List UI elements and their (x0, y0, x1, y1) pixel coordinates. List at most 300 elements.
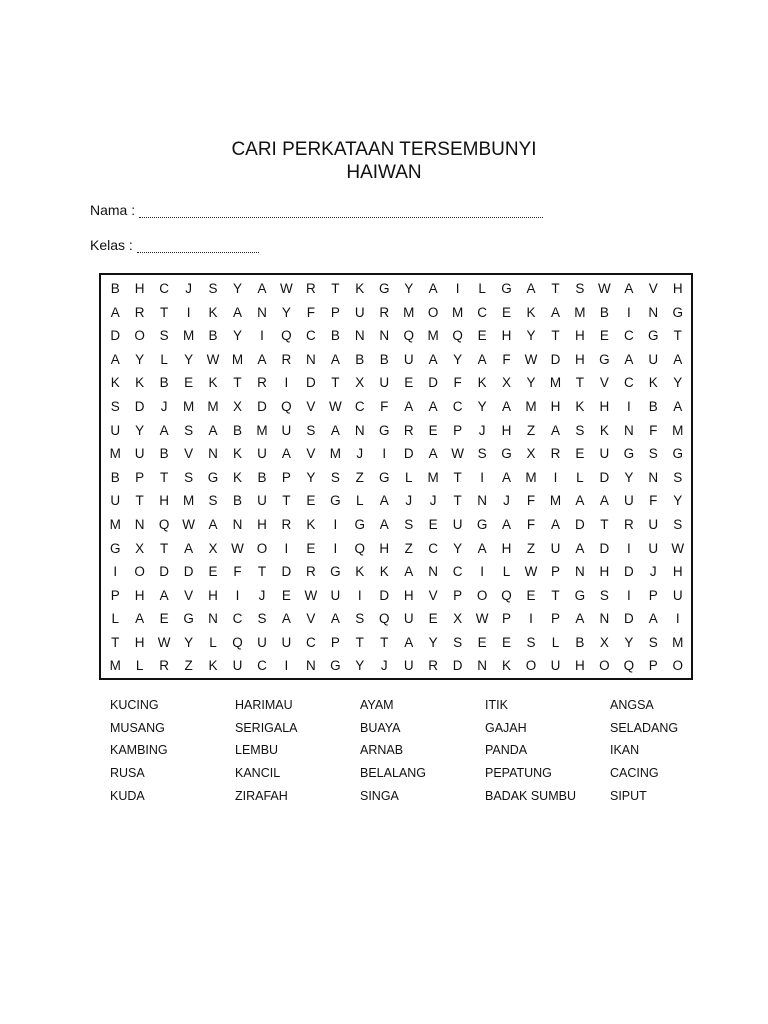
grid-letter[interactable]: H (599, 398, 610, 414)
grid-letter[interactable]: A (330, 351, 340, 367)
grid-letter[interactable]: W (451, 446, 465, 462)
grid-letter[interactable]: D (403, 446, 414, 462)
grid-letter[interactable]: N (354, 328, 365, 344)
grid-letter[interactable]: R (403, 422, 414, 438)
grid-letter[interactable]: A (159, 422, 169, 438)
grid-letter[interactable]: C (306, 634, 316, 650)
grid-letter[interactable]: I (382, 446, 387, 462)
grid-letter[interactable]: D (110, 328, 121, 344)
grid-letter[interactable]: I (626, 398, 631, 414)
grid-letter[interactable]: A (330, 611, 340, 627)
grid-letter[interactable]: W (598, 281, 611, 297)
grid-letter[interactable]: D (575, 516, 585, 532)
grid-letter[interactable]: J (478, 422, 486, 438)
grid-letter[interactable]: U (257, 493, 267, 509)
grid-letter[interactable]: A (428, 398, 438, 414)
grid-letter[interactable]: U (110, 493, 121, 509)
grid-letter[interactable]: H (672, 281, 683, 297)
grid-letter[interactable]: K (233, 469, 243, 485)
grid-letter[interactable]: E (184, 375, 194, 391)
grid-letter[interactable]: C (477, 304, 487, 320)
grid-letter[interactable]: M (574, 304, 586, 320)
grid-letter[interactable]: L (209, 634, 217, 650)
grid-letter[interactable]: Q (281, 398, 292, 414)
grid-letter[interactable]: Y (184, 634, 194, 650)
grid-letter[interactable]: A (208, 422, 218, 438)
grid-letter[interactable]: L (356, 493, 364, 509)
grid-letter[interactable]: D (599, 540, 610, 556)
grid-letter[interactable]: H (379, 540, 390, 556)
grid-letter[interactable]: A (110, 304, 120, 320)
grid-letter[interactable]: U (550, 658, 561, 674)
grid-letter[interactable]: A (575, 611, 585, 627)
grid-letter[interactable]: X (355, 375, 365, 391)
grid-letter[interactable]: A (159, 587, 169, 603)
grid-letter[interactable]: K (526, 304, 536, 320)
grid-letter[interactable]: I (455, 281, 460, 297)
grid-letter[interactable]: I (260, 328, 264, 344)
grid-letter[interactable]: V (184, 446, 194, 462)
grid-letter[interactable]: T (453, 493, 462, 509)
grid-letter[interactable]: G (672, 446, 684, 462)
grid-letter[interactable]: B (110, 281, 120, 297)
grid-letter[interactable]: G (183, 611, 194, 627)
grid-letter[interactable]: N (599, 611, 610, 627)
grid-letter[interactable]: V (306, 446, 316, 462)
grid-letter[interactable]: U (550, 540, 561, 556)
grid-letter[interactable]: T (331, 281, 340, 297)
grid-letter[interactable]: X (599, 634, 609, 650)
grid-letter[interactable]: J (258, 587, 266, 603)
grid-letter[interactable]: W (671, 540, 685, 556)
grid-letter[interactable]: D (428, 375, 439, 391)
grid-letter[interactable]: L (111, 611, 119, 627)
grid-letter[interactable]: F (502, 351, 511, 367)
grid-letter[interactable]: M (231, 351, 244, 367)
grid-letter[interactable]: J (160, 398, 168, 414)
grid-letter[interactable]: S (575, 422, 585, 438)
grid-letter[interactable]: A (550, 516, 560, 532)
grid-letter[interactable]: H (575, 351, 585, 367)
grid-letter[interactable]: G (379, 281, 390, 297)
grid-letter[interactable]: L (478, 281, 486, 297)
grid-letter[interactable]: G (599, 351, 610, 367)
grid-letter[interactable]: N (232, 516, 243, 532)
grid-letter[interactable]: I (626, 587, 631, 603)
grid-letter[interactable]: R (257, 375, 267, 391)
grid-letter[interactable]: S (575, 281, 585, 297)
grid-letter[interactable]: D (452, 658, 463, 674)
grid-letter[interactable]: A (110, 351, 120, 367)
grid-letter[interactable]: K (477, 375, 487, 391)
grid-letter[interactable]: U (403, 658, 414, 674)
grid-letter[interactable]: A (673, 398, 683, 414)
grid-letter[interactable]: V (599, 375, 609, 391)
grid-letter[interactable]: U (599, 446, 610, 462)
grid-letter[interactable]: R (428, 658, 439, 674)
grid-letter[interactable]: J (503, 493, 510, 509)
grid-letter[interactable]: I (113, 564, 118, 580)
grid-letter[interactable]: U (281, 422, 292, 438)
grid-letter[interactable]: P (648, 658, 658, 674)
grid-letter[interactable]: U (134, 446, 145, 462)
grid-letter[interactable]: B (599, 304, 609, 320)
grid-letter[interactable]: A (135, 611, 145, 627)
grid-letter[interactable]: H (575, 658, 585, 674)
grid-letter[interactable]: U (672, 587, 683, 603)
grid-letter[interactable]: S (330, 469, 340, 485)
grid-letter[interactable]: G (623, 446, 635, 462)
grid-letter[interactable]: G (672, 304, 684, 320)
grid-letter[interactable]: A (575, 493, 585, 509)
grid-letter[interactable]: A (404, 564, 414, 580)
grid-letter[interactable]: E (404, 375, 414, 391)
grid-letter[interactable]: M (109, 658, 121, 674)
grid-letter[interactable]: O (672, 658, 684, 674)
grid-letter[interactable]: E (599, 328, 609, 344)
grid-letter[interactable]: B (648, 398, 658, 414)
grid-letter[interactable]: A (404, 634, 414, 650)
grid-letter[interactable]: A (257, 281, 267, 297)
grid-letter[interactable]: I (333, 540, 338, 556)
grid-letter[interactable]: U (403, 611, 414, 627)
grid-letter[interactable]: A (624, 351, 634, 367)
grid-letter[interactable]: F (649, 422, 658, 438)
grid-letter[interactable]: O (599, 658, 610, 674)
grid-letter[interactable]: T (575, 375, 585, 391)
grid-letter[interactable]: G (379, 469, 390, 485)
grid-letter[interactable]: E (428, 516, 438, 532)
grid-letter[interactable]: W (157, 634, 171, 650)
grid-letter[interactable]: L (502, 564, 511, 580)
grid-letter[interactable]: P (330, 634, 340, 650)
grid-letter[interactable]: M (207, 398, 219, 414)
grid-letter[interactable]: P (648, 587, 658, 603)
grid-letter[interactable]: C (354, 398, 365, 414)
grid-letter[interactable]: N (575, 564, 585, 580)
grid-letter[interactable]: N (648, 469, 659, 485)
grid-letter[interactable]: S (306, 422, 316, 438)
grid-letter[interactable]: R (281, 516, 292, 532)
grid-letter[interactable]: Y (673, 493, 683, 509)
grid-letter[interactable]: Y (526, 375, 536, 391)
grid-letter[interactable]: U (257, 446, 267, 462)
grid-letter[interactable]: K (575, 398, 585, 414)
grid-letter[interactable]: C (257, 658, 267, 674)
grid-letter[interactable]: F (526, 516, 536, 532)
grid-letter[interactable]: A (526, 281, 536, 297)
grid-letter[interactable]: I (357, 587, 362, 603)
grid-letter[interactable]: A (575, 540, 585, 556)
grid-letter[interactable]: A (379, 516, 389, 532)
grid-letter[interactable]: M (427, 328, 439, 344)
grid-letter[interactable]: F (526, 493, 536, 509)
grid-letter[interactable]: K (208, 304, 218, 320)
grid-letter[interactable]: K (502, 658, 512, 674)
grid-letter[interactable]: Z (404, 540, 413, 556)
grid-letter[interactable]: Y (233, 328, 243, 344)
grid-letter[interactable]: T (257, 564, 267, 580)
grid-letter[interactable]: R (379, 304, 390, 320)
grid-letter[interactable]: H (550, 398, 561, 414)
grid-letter[interactable]: A (502, 398, 512, 414)
grid-letter[interactable]: A (330, 422, 340, 438)
grid-letter[interactable]: B (233, 422, 243, 438)
grid-letter[interactable]: E (526, 587, 536, 603)
grid-letter[interactable]: H (575, 328, 585, 344)
grid-letter[interactable]: T (673, 328, 682, 344)
grid-letter[interactable]: P (453, 587, 463, 603)
grid-letter[interactable]: K (306, 516, 316, 532)
grid-letter[interactable]: A (550, 304, 560, 320)
grid-letter[interactable]: Y (526, 328, 536, 344)
grid-letter[interactable]: T (551, 587, 560, 603)
grid-letter[interactable]: H (501, 328, 512, 344)
grid-letter[interactable]: T (380, 634, 389, 650)
grid-letter[interactable]: K (648, 375, 658, 391)
grid-letter[interactable]: P (110, 587, 120, 603)
grid-letter[interactable]: Y (233, 281, 243, 297)
grid-letter[interactable]: A (184, 540, 194, 556)
grid-letter[interactable]: J (429, 493, 437, 509)
grid-letter[interactable]: M (182, 398, 195, 414)
grid-letter[interactable]: Z (355, 469, 364, 485)
grid-letter[interactable]: Y (624, 634, 634, 650)
grid-letter[interactable]: N (379, 328, 390, 344)
grid-letter[interactable]: E (306, 540, 316, 556)
grid-letter[interactable]: R (550, 446, 561, 462)
grid-letter[interactable]: X (526, 446, 536, 462)
grid-letter[interactable]: S (159, 328, 169, 344)
grid-letter[interactable]: R (306, 564, 316, 580)
grid-letter[interactable]: O (427, 304, 439, 320)
grid-letter[interactable]: H (257, 516, 267, 532)
grid-letter[interactable]: H (599, 564, 610, 580)
grid-letter[interactable]: L (160, 351, 168, 367)
grid-letter[interactable]: Q (158, 516, 170, 532)
grid-letter[interactable]: A (477, 351, 487, 367)
grid-letter[interactable]: L (135, 658, 144, 674)
grid-letter[interactable]: S (184, 469, 194, 485)
grid-letter[interactable]: P (550, 611, 560, 627)
grid-letter[interactable]: I (553, 469, 558, 485)
grid-letter[interactable]: J (649, 564, 657, 580)
grid-letter[interactable]: M (182, 493, 195, 509)
grid-letter[interactable]: U (330, 587, 341, 603)
grid-letter[interactable]: Z (526, 540, 536, 556)
grid-letter[interactable]: Y (453, 540, 463, 556)
grid-letter[interactable]: Y (404, 281, 414, 297)
grid-letter[interactable]: M (525, 398, 537, 414)
grid-letter[interactable]: Y (355, 658, 365, 674)
grid-letter[interactable]: T (233, 375, 242, 391)
grid-letter[interactable]: E (208, 564, 218, 580)
grid-letter[interactable]: W (524, 564, 538, 580)
grid-letter[interactable]: Q (403, 328, 414, 344)
grid-letter[interactable]: Y (135, 422, 145, 438)
grid-letter[interactable]: H (403, 587, 414, 603)
grid-letter[interactable]: B (208, 328, 218, 344)
grid-letter[interactable]: C (452, 564, 463, 580)
grid-letter[interactable]: D (257, 398, 267, 414)
grid-letter[interactable]: M (403, 304, 415, 320)
grid-letter[interactable]: P (330, 304, 340, 320)
grid-letter[interactable]: Q (281, 328, 292, 344)
grid-letter[interactable]: U (648, 516, 659, 532)
grid-letter[interactable]: D (183, 564, 194, 580)
grid-letter[interactable]: Y (184, 351, 194, 367)
grid-letter[interactable]: E (575, 446, 585, 462)
grid-letter[interactable]: D (623, 564, 634, 580)
grid-letter[interactable]: W (280, 281, 293, 297)
grid-letter[interactable]: N (477, 658, 487, 674)
grid-letter[interactable]: U (623, 493, 634, 509)
grid-letter[interactable]: Q (623, 658, 635, 674)
grid-letter[interactable]: G (501, 446, 512, 462)
grid-letter[interactable]: E (477, 328, 487, 344)
grid-letter[interactable]: P (135, 469, 145, 485)
grid-letter[interactable]: F (453, 375, 462, 391)
grid-letter[interactable]: S (355, 611, 365, 627)
grid-letter[interactable]: W (304, 587, 318, 603)
grid-letter[interactable]: M (109, 446, 121, 462)
grid-letter[interactable]: S (526, 634, 536, 650)
grid-letter[interactable]: H (134, 587, 145, 603)
grid-letter[interactable]: A (428, 281, 438, 297)
grid-letter[interactable]: H (159, 493, 170, 509)
grid-letter[interactable]: I (529, 611, 533, 627)
grid-letter[interactable]: N (623, 422, 634, 438)
grid-letter[interactable]: N (134, 516, 145, 532)
grid-letter[interactable]: G (648, 328, 659, 344)
grid-letter[interactable]: G (109, 540, 121, 556)
grid-letter[interactable]: D (281, 564, 292, 580)
grid-letter[interactable]: N (428, 564, 439, 580)
grid-letter[interactable]: H (134, 634, 145, 650)
grid-letter[interactable]: G (207, 469, 219, 485)
grid-letter[interactable]: K (208, 375, 218, 391)
grid-letter[interactable]: S (477, 446, 487, 462)
grid-letter[interactable]: I (284, 540, 289, 556)
grid-letter[interactable]: T (160, 304, 169, 320)
grid-letter[interactable]: V (428, 587, 438, 603)
grid-letter[interactable]: Q (354, 540, 366, 556)
grid-letter[interactable]: P (281, 469, 291, 485)
grid-letter[interactable]: T (111, 634, 120, 650)
grid-letter[interactable]: N (208, 446, 218, 462)
grid-letter[interactable]: U (452, 516, 463, 532)
grid-letter[interactable]: R (623, 516, 634, 532)
grid-letter[interactable]: H (134, 281, 145, 297)
grid-letter[interactable]: O (256, 540, 268, 556)
grid-letter[interactable]: S (673, 516, 683, 532)
grid-letter[interactable]: W (231, 540, 244, 556)
grid-letter[interactable]: G (501, 281, 512, 297)
grid-letter[interactable]: E (428, 422, 438, 438)
grid-letter[interactable]: A (281, 446, 291, 462)
grid-letter[interactable]: K (599, 422, 609, 438)
grid-letter[interactable]: S (648, 446, 658, 462)
grid-letter[interactable]: U (403, 351, 414, 367)
grid-letter[interactable]: K (379, 564, 389, 580)
grid-letter[interactable]: S (184, 422, 194, 438)
grid-letter[interactable]: C (623, 375, 634, 391)
grid-letter[interactable]: T (135, 493, 144, 509)
grid-letter[interactable]: W (475, 611, 489, 627)
grid-letter[interactable]: F (380, 398, 389, 414)
grid-letter[interactable]: M (672, 634, 684, 650)
grid-letter[interactable]: A (599, 493, 609, 509)
grid-letter[interactable]: B (159, 446, 169, 462)
grid-letter[interactable]: P (550, 564, 560, 580)
grid-letter[interactable]: Q (379, 611, 390, 627)
grid-letter[interactable]: U (354, 304, 365, 320)
grid-letter[interactable]: K (135, 375, 145, 391)
grid-letter[interactable]: Y (477, 398, 487, 414)
grid-letter[interactable]: I (480, 564, 484, 580)
grid-letter[interactable]: W (328, 398, 342, 414)
grid-letter[interactable]: G (330, 658, 341, 674)
grid-letter[interactable]: V (306, 398, 316, 414)
grid-letter[interactable]: E (306, 493, 316, 509)
grid-letter[interactable]: S (453, 634, 463, 650)
grid-letter[interactable]: N (648, 304, 659, 320)
grid-letter[interactable]: T (331, 375, 340, 391)
grid-letter[interactable]: K (110, 375, 120, 391)
grid-letter[interactable]: G (476, 516, 488, 532)
grid-letter[interactable]: U (648, 540, 659, 556)
grid-letter[interactable]: Y (281, 304, 291, 320)
grid-letter[interactable]: Q (452, 328, 463, 344)
grid-letter[interactable]: W (182, 516, 195, 532)
grid-letter[interactable]: M (329, 446, 341, 462)
grid-letter[interactable]: Q (501, 587, 512, 603)
grid-letter[interactable]: A (502, 469, 512, 485)
grid-letter[interactable]: B (233, 493, 243, 509)
grid-letter[interactable]: G (379, 422, 390, 438)
grid-letter[interactable]: N (354, 422, 365, 438)
grid-letter[interactable]: E (477, 634, 487, 650)
grid-letter[interactable]: U (257, 634, 267, 650)
grid-letter[interactable]: S (257, 611, 267, 627)
grid-letter[interactable]: U (379, 375, 390, 391)
grid-letter[interactable]: K (355, 281, 365, 297)
grid-letter[interactable]: E (159, 611, 169, 627)
grid-letter[interactable]: R (306, 281, 316, 297)
grid-letter[interactable]: H (501, 422, 512, 438)
grid-letter[interactable]: V (184, 587, 194, 603)
grid-letter[interactable]: D (306, 375, 316, 391)
grid-letter[interactable]: A (673, 351, 683, 367)
grid-letter[interactable]: L (551, 634, 560, 650)
grid-letter[interactable]: T (160, 540, 169, 556)
grid-letter[interactable]: D (159, 564, 170, 580)
grid-letter[interactable]: G (330, 564, 341, 580)
grid-letter[interactable]: F (306, 304, 316, 320)
grid-letter[interactable]: O (525, 658, 537, 674)
grid-letter[interactable]: S (110, 398, 120, 414)
grid-letter[interactable]: I (284, 658, 289, 674)
grid-letter[interactable]: K (233, 446, 243, 462)
grid-letter[interactable]: Z (526, 422, 536, 438)
grid-letter[interactable]: N (208, 611, 218, 627)
grid-letter[interactable]: X (233, 398, 243, 414)
grid-letter[interactable]: T (355, 634, 364, 650)
grid-letter[interactable]: V (648, 281, 658, 297)
grid-letter[interactable]: C (428, 540, 439, 556)
grid-letter[interactable]: D (550, 351, 561, 367)
grid-letter[interactable]: B (330, 328, 340, 344)
